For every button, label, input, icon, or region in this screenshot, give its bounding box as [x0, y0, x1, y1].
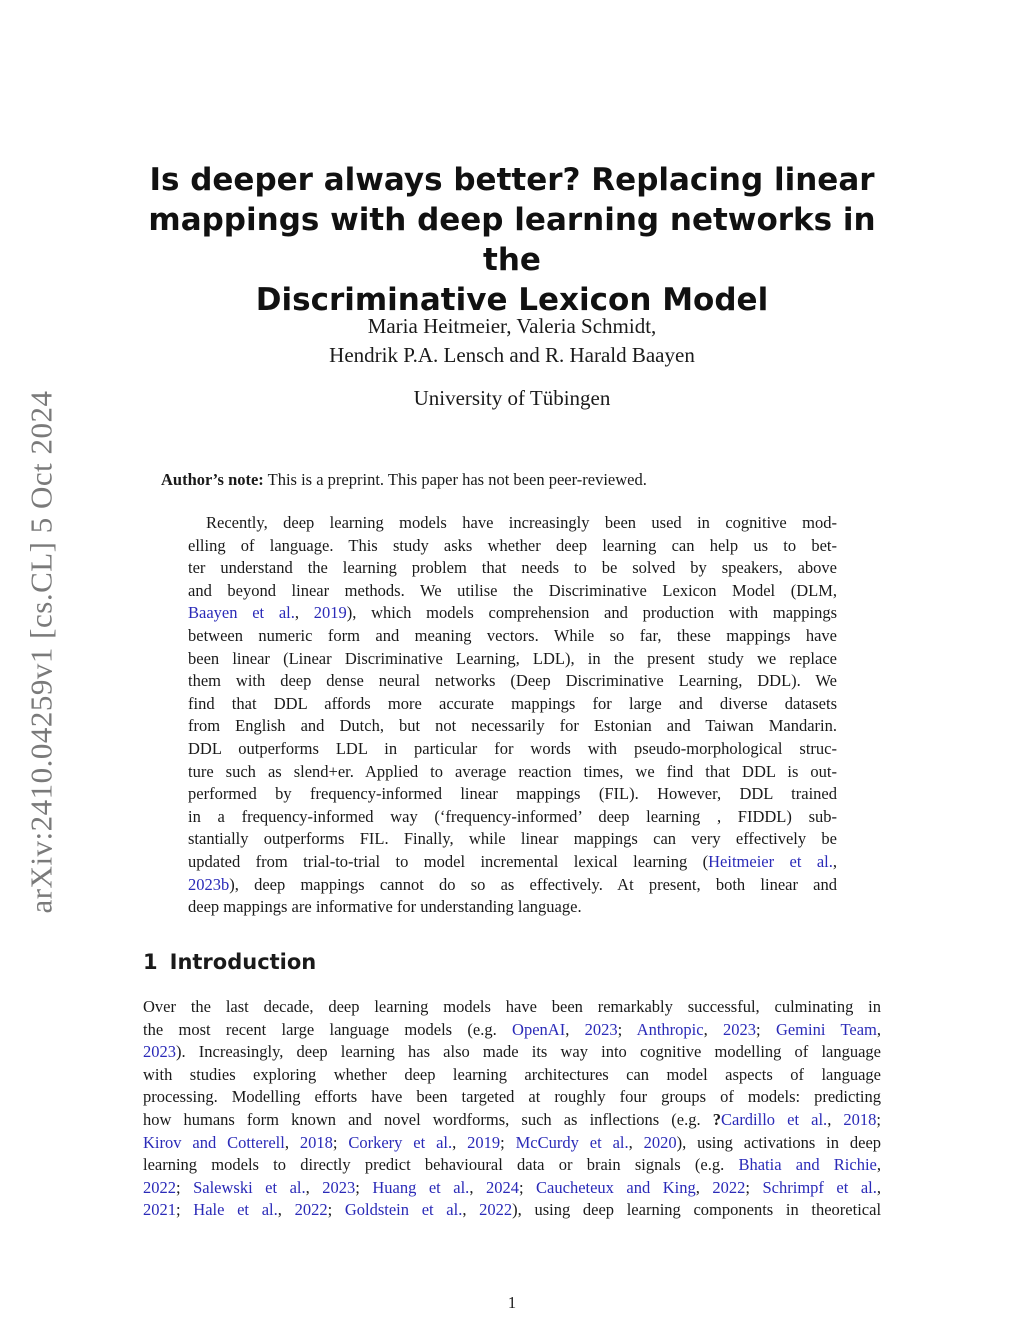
citation-link[interactable]: 2022	[712, 1177, 746, 1197]
citation-link[interactable]: Heitmeier et al.	[708, 851, 833, 871]
body-line: 2021; Hale et al., 2022; Goldstein et al., 2022), using deep learning components in theoretical	[143, 1200, 882, 1220]
abstract-line: from English and Dutch, but not necessarily for Estonian and Taiwan Mandarin.	[188, 716, 837, 736]
abstract-line: Baayen et al., 2019), which models comprehension and production with mappings	[188, 603, 838, 623]
citation-link[interactable]: Hale et al.	[193, 1200, 278, 1220]
abstract-line: between numeric form and meaning vectors. While so far, these mappings have	[188, 625, 837, 645]
citation-link[interactable]: Schrimpf et al.	[762, 1177, 877, 1197]
citation-link[interactable]: 2018	[843, 1109, 877, 1129]
author-line: Maria Heitmeier, Valeria Schmidt,	[367, 314, 657, 338]
citation-link[interactable]: Kirov and Cotterell	[143, 1132, 285, 1152]
body-line: how humans form known and novel wordforms, such as inflections (e.g. ?Cardillo et al., 2018;	[143, 1109, 881, 1129]
citation-link[interactable]: 2022	[294, 1200, 328, 1220]
abstract-line: ture such as slend+er. Applied to average reaction times, we find that DDL is out-	[188, 761, 837, 781]
citation-link[interactable]: Bhatia and Richie	[738, 1155, 877, 1175]
affiliation: University of Tübingen	[413, 386, 611, 410]
body-line: 2022; Salewski et al., 2023; Huang et al., 2024; Caucheteux and King, 2022; Schrimpf et al.,	[143, 1177, 881, 1197]
title-line: mappings with deep learning networks in the	[148, 202, 876, 278]
abstract-line: them with deep dense neural networks (Deep Discriminative Learning, DDL). We	[188, 671, 837, 691]
citation-link[interactable]: 2022	[143, 1177, 176, 1197]
authors-note-text: This is a preprint. This paper has not been peer-reviewed.	[267, 470, 647, 489]
page-number: 1	[507, 1293, 517, 1312]
abstract-line: deep mappings are informative for understanding language.	[188, 897, 582, 917]
title-line: Is deeper always better? Replacing linear	[149, 162, 875, 198]
authors-note	[161, 470, 881, 490]
abstract-line: stantially outperforms FIL. Finally, while linear mappings can very effectively be	[188, 829, 837, 849]
citation-link[interactable]: Goldstein et al.	[344, 1200, 463, 1220]
abstract-line: performed by frequency-informed linear mappings (FIL). However, DDL trained	[188, 784, 837, 804]
citation-link[interactable]: 2018	[299, 1132, 333, 1152]
unresolved-citation-marker: ?	[712, 1109, 721, 1129]
body-line: 2023). Increasingly, deep learning has also made its way into cognitive modelling of language	[143, 1042, 881, 1062]
citation-link[interactable]: 2023	[723, 1019, 757, 1039]
citation-link[interactable]: McCurdy et al.	[515, 1132, 629, 1152]
section-heading	[143, 950, 316, 974]
abstract	[188, 512, 837, 919]
citation-link[interactable]: 2024	[485, 1177, 519, 1197]
citation-link[interactable]: Salewski et al.	[193, 1177, 306, 1197]
citation-link[interactable]: 2023	[584, 1019, 618, 1039]
body-line: Over the last decade, deep learning models have been remarkably successful, culminating in	[143, 997, 881, 1016]
abstract-line: Recently, deep learning models have increasingly been used in cognitive mod-	[206, 513, 837, 532]
title-line: Discriminative Lexicon Model	[255, 282, 769, 318]
body-line: processing. Modelling efforts have been targeted at roughly four groups of models: predicting	[143, 1087, 881, 1107]
citation-link[interactable]: 2021	[143, 1200, 176, 1220]
citation-link[interactable]: Caucheteux and King	[536, 1177, 696, 1197]
abstract-line: 2023b), deep mappings cannot do so as effectively. At present, both linear and	[188, 874, 837, 894]
citation-link[interactable]: 2023	[143, 1042, 176, 1062]
abstract-line: find that DDL affords more accurate mappings for large and diverse datasets	[188, 693, 837, 713]
citation-link[interactable]: Baayen et al.	[188, 603, 295, 623]
abstract-line: and beyond linear methods. We utilise the Discriminative Lexicon Model (DLM,	[188, 580, 837, 600]
abstract-line: updated from trial-to-trial to model incremental lexical learning (Heitmeier et al.,	[188, 851, 837, 871]
body-line: Kirov and Cotterell, 2018; Corkery et al., 2019; McCurdy et al., 2020), using activations in deep	[143, 1132, 882, 1152]
paper-title	[130, 160, 894, 320]
body-line: the most recent large language models (e.g. OpenAI, 2023; Anthropic, 2023; Gemini Team,	[143, 1019, 881, 1039]
arxiv-identifier: arXiv:2410.04259v1 [cs.CL] 5 Oct 2024	[24, 390, 60, 914]
citation-link[interactable]: Corkery et al.	[348, 1132, 453, 1152]
citation-link[interactable]: 2020	[643, 1132, 677, 1152]
body-line: with studies exploring whether deep learning architectures can model aspects of language	[143, 1064, 881, 1084]
citation-link[interactable]: OpenAI	[512, 1019, 566, 1039]
citation-link[interactable]: Cardillo et al.	[720, 1109, 828, 1129]
citation-link[interactable]: 2019	[467, 1132, 501, 1152]
citation-link[interactable]: Huang et al.	[372, 1177, 470, 1197]
abstract-line: in a frequency-informed way (‘frequency-informed’ deep learning , FIDDL) sub-	[188, 806, 837, 826]
body-line: learning models to directly predict behavioural data or brain signals (e.g. Bhatia and Richie,	[143, 1155, 881, 1175]
section-number: 1	[143, 950, 158, 974]
introduction-body	[143, 996, 881, 1222]
abstract-line: ter understand the learning problem that needs to be solved by speakers, above	[188, 558, 837, 578]
citation-link[interactable]: 2022	[479, 1200, 513, 1220]
abstract-line: elling of language. This study asks whether deep learning can help us to bet-	[188, 535, 837, 555]
author-line: Hendrik P.A. Lensch and R. Harald Baayen	[329, 343, 695, 367]
citation-link[interactable]: Gemini Team	[775, 1019, 877, 1039]
citation-link[interactable]: 2019	[313, 603, 347, 623]
citation-link[interactable]: 2023b	[188, 874, 230, 894]
abstract-line: DDL outperforms LDL in particular for words with pseudo-morphological struc-	[188, 738, 837, 758]
author-list	[200, 312, 824, 370]
citation-link[interactable]: 2023	[322, 1177, 356, 1197]
authors-note-label: Author’s note:	[161, 470, 264, 489]
abstract-line: been linear (Linear Discriminative Learning, LDL), in the present study we replace	[188, 648, 837, 668]
section-title: Introduction	[169, 950, 317, 974]
arxiv-stamp	[14, 372, 70, 932]
citation-link[interactable]: Anthropic	[636, 1019, 704, 1039]
